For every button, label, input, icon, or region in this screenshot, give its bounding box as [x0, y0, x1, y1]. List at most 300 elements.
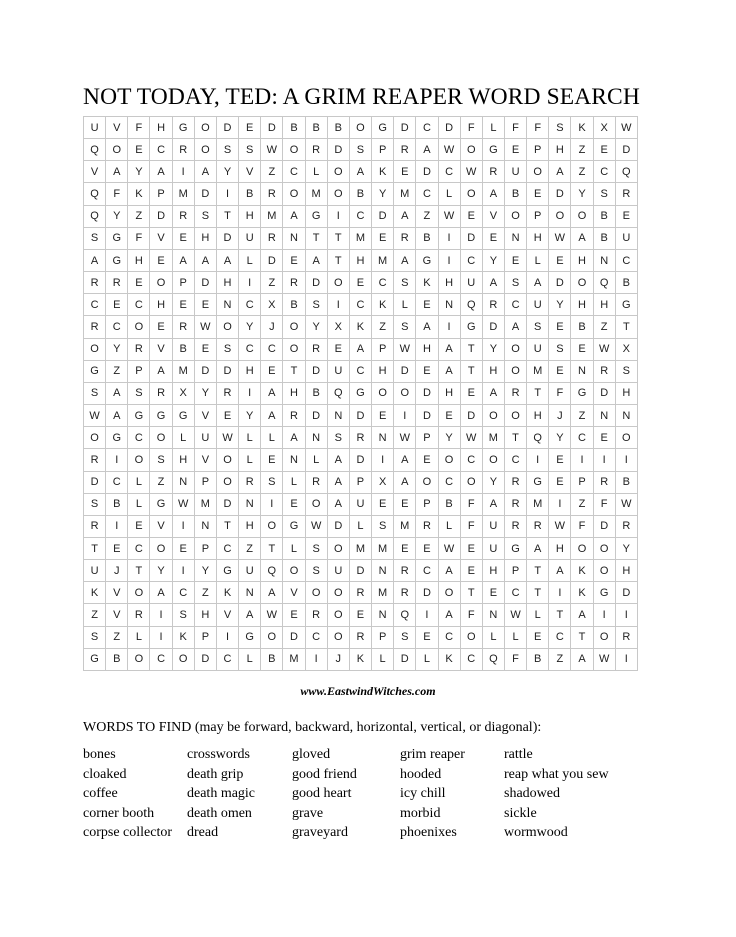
- grid-cell[interactable]: E: [349, 604, 371, 626]
- grid-cell[interactable]: R: [349, 582, 371, 604]
- grid-cell[interactable]: T: [527, 560, 549, 582]
- grid-cell[interactable]: R: [216, 382, 238, 404]
- grid-cell[interactable]: D: [349, 449, 371, 471]
- grid-cell[interactable]: R: [482, 161, 504, 183]
- grid-cell[interactable]: Y: [239, 405, 261, 427]
- grid-cell[interactable]: Q: [327, 382, 349, 404]
- grid-cell[interactable]: H: [194, 227, 216, 249]
- grid-cell[interactable]: R: [150, 382, 172, 404]
- grid-cell[interactable]: W: [261, 604, 283, 626]
- grid-cell[interactable]: O: [150, 537, 172, 559]
- grid-cell[interactable]: O: [327, 537, 349, 559]
- grid-cell[interactable]: G: [527, 471, 549, 493]
- grid-cell[interactable]: O: [150, 427, 172, 449]
- grid-cell[interactable]: R: [416, 515, 438, 537]
- grid-cell[interactable]: D: [549, 183, 571, 205]
- grid-cell[interactable]: Y: [549, 294, 571, 316]
- grid-cell[interactable]: M: [172, 360, 194, 382]
- grid-cell[interactable]: B: [615, 272, 637, 294]
- grid-cell[interactable]: D: [416, 382, 438, 404]
- grid-cell[interactable]: T: [460, 338, 482, 360]
- grid-cell[interactable]: S: [394, 626, 416, 648]
- grid-cell[interactable]: T: [216, 515, 238, 537]
- grid-cell[interactable]: A: [216, 249, 238, 271]
- grid-cell[interactable]: O: [549, 205, 571, 227]
- grid-cell[interactable]: V: [106, 582, 128, 604]
- grid-cell[interactable]: O: [460, 139, 482, 161]
- grid-cell[interactable]: E: [150, 249, 172, 271]
- grid-cell[interactable]: W: [84, 405, 106, 427]
- grid-cell[interactable]: Y: [571, 183, 593, 205]
- grid-cell[interactable]: W: [593, 648, 615, 670]
- grid-cell[interactable]: H: [349, 249, 371, 271]
- grid-cell[interactable]: W: [305, 515, 327, 537]
- grid-cell[interactable]: U: [327, 560, 349, 582]
- grid-cell[interactable]: S: [84, 227, 106, 249]
- grid-cell[interactable]: R: [261, 183, 283, 205]
- grid-cell[interactable]: T: [571, 626, 593, 648]
- grid-cell[interactable]: Z: [593, 316, 615, 338]
- grid-cell[interactable]: P: [194, 626, 216, 648]
- grid-cell[interactable]: Z: [571, 161, 593, 183]
- grid-cell[interactable]: E: [416, 360, 438, 382]
- grid-cell[interactable]: P: [172, 272, 194, 294]
- grid-cell[interactable]: L: [239, 648, 261, 670]
- grid-cell[interactable]: C: [106, 471, 128, 493]
- grid-cell[interactable]: A: [394, 471, 416, 493]
- grid-cell[interactable]: R: [394, 227, 416, 249]
- grid-cell[interactable]: E: [615, 205, 637, 227]
- grid-cell[interactable]: P: [372, 626, 394, 648]
- grid-cell[interactable]: I: [216, 626, 238, 648]
- grid-cell[interactable]: U: [84, 117, 106, 139]
- grid-cell[interactable]: M: [482, 427, 504, 449]
- grid-cell[interactable]: I: [172, 161, 194, 183]
- grid-cell[interactable]: E: [482, 227, 504, 249]
- grid-cell[interactable]: H: [549, 537, 571, 559]
- grid-cell[interactable]: E: [460, 205, 482, 227]
- grid-cell[interactable]: E: [438, 405, 460, 427]
- grid-cell[interactable]: P: [372, 139, 394, 161]
- grid-cell[interactable]: N: [283, 227, 305, 249]
- grid-cell[interactable]: Z: [106, 626, 128, 648]
- grid-cell[interactable]: D: [194, 648, 216, 670]
- grid-cell[interactable]: E: [549, 316, 571, 338]
- grid-cell[interactable]: H: [482, 560, 504, 582]
- grid-cell[interactable]: I: [549, 582, 571, 604]
- grid-cell[interactable]: S: [84, 382, 106, 404]
- grid-cell[interactable]: K: [372, 294, 394, 316]
- grid-cell[interactable]: F: [527, 117, 549, 139]
- grid-cell[interactable]: E: [216, 405, 238, 427]
- grid-cell[interactable]: O: [283, 139, 305, 161]
- grid-cell[interactable]: P: [194, 471, 216, 493]
- grid-cell[interactable]: G: [482, 139, 504, 161]
- grid-cell[interactable]: O: [84, 338, 106, 360]
- grid-cell[interactable]: S: [150, 449, 172, 471]
- grid-cell[interactable]: S: [261, 471, 283, 493]
- grid-cell[interactable]: A: [438, 360, 460, 382]
- grid-cell[interactable]: D: [416, 405, 438, 427]
- grid-cell[interactable]: R: [106, 272, 128, 294]
- grid-cell[interactable]: Z: [571, 139, 593, 161]
- grid-cell[interactable]: Y: [305, 316, 327, 338]
- grid-cell[interactable]: D: [394, 117, 416, 139]
- grid-cell[interactable]: I: [239, 272, 261, 294]
- grid-cell[interactable]: P: [571, 471, 593, 493]
- grid-cell[interactable]: S: [372, 515, 394, 537]
- grid-cell[interactable]: A: [283, 205, 305, 227]
- grid-cell[interactable]: C: [106, 316, 128, 338]
- grid-cell[interactable]: C: [216, 537, 238, 559]
- grid-cell[interactable]: C: [84, 294, 106, 316]
- grid-cell[interactable]: U: [84, 560, 106, 582]
- grid-cell[interactable]: E: [194, 338, 216, 360]
- grid-cell[interactable]: V: [84, 161, 106, 183]
- grid-cell[interactable]: C: [128, 427, 150, 449]
- grid-cell[interactable]: E: [460, 560, 482, 582]
- grid-cell[interactable]: L: [305, 449, 327, 471]
- grid-cell[interactable]: E: [416, 294, 438, 316]
- grid-cell[interactable]: L: [416, 648, 438, 670]
- grid-cell[interactable]: I: [615, 648, 637, 670]
- grid-cell[interactable]: O: [593, 560, 615, 582]
- grid-cell[interactable]: A: [394, 449, 416, 471]
- grid-cell[interactable]: O: [283, 560, 305, 582]
- grid-cell[interactable]: C: [416, 560, 438, 582]
- grid-cell[interactable]: E: [283, 249, 305, 271]
- grid-cell[interactable]: R: [615, 626, 637, 648]
- grid-cell[interactable]: I: [106, 449, 128, 471]
- grid-cell[interactable]: N: [482, 604, 504, 626]
- grid-cell[interactable]: Q: [593, 272, 615, 294]
- grid-cell[interactable]: R: [172, 316, 194, 338]
- grid-cell[interactable]: V: [150, 227, 172, 249]
- grid-cell[interactable]: F: [460, 117, 482, 139]
- grid-cell[interactable]: R: [84, 272, 106, 294]
- grid-cell[interactable]: E: [128, 139, 150, 161]
- grid-cell[interactable]: E: [106, 537, 128, 559]
- grid-cell[interactable]: G: [172, 117, 194, 139]
- grid-cell[interactable]: O: [194, 117, 216, 139]
- grid-cell[interactable]: M: [349, 537, 371, 559]
- grid-cell[interactable]: D: [593, 515, 615, 537]
- grid-cell[interactable]: Z: [106, 360, 128, 382]
- grid-cell[interactable]: R: [128, 338, 150, 360]
- grid-cell[interactable]: F: [128, 227, 150, 249]
- grid-cell[interactable]: A: [194, 161, 216, 183]
- grid-cell[interactable]: A: [150, 582, 172, 604]
- grid-cell[interactable]: Z: [150, 471, 172, 493]
- grid-cell[interactable]: O: [438, 582, 460, 604]
- grid-cell[interactable]: T: [216, 205, 238, 227]
- grid-cell[interactable]: G: [305, 205, 327, 227]
- grid-cell[interactable]: C: [283, 161, 305, 183]
- grid-cell[interactable]: B: [283, 117, 305, 139]
- grid-cell[interactable]: N: [504, 227, 526, 249]
- grid-cell[interactable]: B: [106, 493, 128, 515]
- grid-cell[interactable]: S: [216, 139, 238, 161]
- grid-cell[interactable]: H: [527, 405, 549, 427]
- grid-cell[interactable]: B: [349, 183, 371, 205]
- grid-cell[interactable]: L: [372, 648, 394, 670]
- grid-cell[interactable]: W: [504, 604, 526, 626]
- grid-cell[interactable]: Z: [549, 648, 571, 670]
- grid-cell[interactable]: P: [194, 537, 216, 559]
- grid-cell[interactable]: G: [150, 405, 172, 427]
- grid-cell[interactable]: O: [128, 648, 150, 670]
- grid-cell[interactable]: Y: [438, 427, 460, 449]
- grid-cell[interactable]: D: [460, 405, 482, 427]
- grid-cell[interactable]: S: [327, 427, 349, 449]
- grid-cell[interactable]: R: [283, 405, 305, 427]
- grid-cell[interactable]: C: [305, 626, 327, 648]
- grid-cell[interactable]: C: [216, 648, 238, 670]
- grid-cell[interactable]: A: [482, 382, 504, 404]
- grid-cell[interactable]: B: [106, 648, 128, 670]
- grid-cell[interactable]: O: [327, 582, 349, 604]
- grid-cell[interactable]: A: [106, 382, 128, 404]
- grid-cell[interactable]: K: [216, 582, 238, 604]
- grid-cell[interactable]: D: [615, 582, 637, 604]
- grid-cell[interactable]: R: [504, 382, 526, 404]
- grid-cell[interactable]: B: [504, 183, 526, 205]
- grid-cell[interactable]: E: [549, 360, 571, 382]
- grid-cell[interactable]: Z: [261, 161, 283, 183]
- grid-cell[interactable]: U: [349, 493, 371, 515]
- grid-cell[interactable]: C: [460, 449, 482, 471]
- grid-cell[interactable]: I: [615, 604, 637, 626]
- grid-cell[interactable]: G: [172, 405, 194, 427]
- grid-cell[interactable]: N: [372, 560, 394, 582]
- grid-cell[interactable]: X: [593, 117, 615, 139]
- grid-cell[interactable]: N: [615, 405, 637, 427]
- grid-cell[interactable]: E: [394, 493, 416, 515]
- grid-cell[interactable]: O: [504, 405, 526, 427]
- grid-cell[interactable]: F: [549, 382, 571, 404]
- grid-cell[interactable]: N: [194, 515, 216, 537]
- grid-cell[interactable]: B: [571, 316, 593, 338]
- grid-cell[interactable]: E: [327, 338, 349, 360]
- grid-cell[interactable]: E: [128, 272, 150, 294]
- grid-cell[interactable]: O: [349, 117, 371, 139]
- grid-cell[interactable]: I: [416, 604, 438, 626]
- grid-cell[interactable]: A: [327, 449, 349, 471]
- grid-cell[interactable]: H: [593, 294, 615, 316]
- grid-cell[interactable]: D: [349, 560, 371, 582]
- grid-cell[interactable]: U: [460, 272, 482, 294]
- grid-cell[interactable]: C: [460, 648, 482, 670]
- grid-cell[interactable]: L: [239, 249, 261, 271]
- grid-cell[interactable]: E: [460, 382, 482, 404]
- grid-cell[interactable]: G: [84, 360, 106, 382]
- grid-cell[interactable]: O: [106, 139, 128, 161]
- grid-cell[interactable]: R: [84, 316, 106, 338]
- grid-cell[interactable]: D: [438, 117, 460, 139]
- grid-cell[interactable]: Q: [84, 139, 106, 161]
- grid-cell[interactable]: A: [106, 161, 128, 183]
- grid-cell[interactable]: O: [571, 272, 593, 294]
- grid-cell[interactable]: N: [239, 493, 261, 515]
- grid-cell[interactable]: B: [327, 117, 349, 139]
- grid-cell[interactable]: D: [372, 205, 394, 227]
- grid-cell[interactable]: C: [571, 427, 593, 449]
- grid-cell[interactable]: A: [349, 161, 371, 183]
- grid-cell[interactable]: O: [216, 449, 238, 471]
- grid-cell[interactable]: C: [504, 582, 526, 604]
- grid-cell[interactable]: I: [106, 515, 128, 537]
- grid-cell[interactable]: C: [438, 626, 460, 648]
- grid-cell[interactable]: H: [172, 449, 194, 471]
- grid-cell[interactable]: A: [438, 604, 460, 626]
- grid-cell[interactable]: D: [349, 405, 371, 427]
- grid-cell[interactable]: A: [571, 604, 593, 626]
- grid-cell[interactable]: N: [327, 405, 349, 427]
- grid-cell[interactable]: T: [305, 227, 327, 249]
- grid-cell[interactable]: P: [128, 360, 150, 382]
- grid-cell[interactable]: M: [172, 183, 194, 205]
- grid-cell[interactable]: O: [527, 161, 549, 183]
- grid-cell[interactable]: T: [460, 582, 482, 604]
- grid-cell[interactable]: L: [394, 294, 416, 316]
- grid-cell[interactable]: B: [172, 338, 194, 360]
- grid-cell[interactable]: B: [416, 227, 438, 249]
- grid-cell[interactable]: O: [305, 493, 327, 515]
- grid-cell[interactable]: S: [504, 272, 526, 294]
- grid-cell[interactable]: N: [571, 360, 593, 382]
- grid-cell[interactable]: O: [128, 449, 150, 471]
- grid-cell[interactable]: A: [482, 183, 504, 205]
- grid-cell[interactable]: V: [194, 449, 216, 471]
- grid-cell[interactable]: U: [327, 360, 349, 382]
- grid-cell[interactable]: B: [283, 294, 305, 316]
- grid-cell[interactable]: E: [593, 139, 615, 161]
- grid-cell[interactable]: S: [593, 183, 615, 205]
- grid-cell[interactable]: R: [172, 205, 194, 227]
- grid-cell[interactable]: E: [150, 316, 172, 338]
- grid-cell[interactable]: Z: [372, 316, 394, 338]
- grid-cell[interactable]: C: [261, 338, 283, 360]
- grid-cell[interactable]: G: [128, 405, 150, 427]
- grid-cell[interactable]: H: [239, 205, 261, 227]
- grid-cell[interactable]: H: [239, 360, 261, 382]
- grid-cell[interactable]: E: [394, 537, 416, 559]
- grid-cell[interactable]: E: [549, 471, 571, 493]
- grid-cell[interactable]: K: [349, 316, 371, 338]
- grid-cell[interactable]: O: [327, 183, 349, 205]
- grid-cell[interactable]: R: [504, 515, 526, 537]
- grid-cell[interactable]: H: [527, 227, 549, 249]
- grid-cell[interactable]: O: [460, 183, 482, 205]
- grid-cell[interactable]: O: [571, 537, 593, 559]
- grid-cell[interactable]: N: [216, 294, 238, 316]
- grid-cell[interactable]: Y: [150, 560, 172, 582]
- grid-cell[interactable]: A: [394, 249, 416, 271]
- grid-cell[interactable]: L: [239, 427, 261, 449]
- grid-cell[interactable]: R: [283, 272, 305, 294]
- grid-cell[interactable]: U: [615, 227, 637, 249]
- grid-cell[interactable]: H: [571, 249, 593, 271]
- grid-cell[interactable]: E: [527, 626, 549, 648]
- grid-cell[interactable]: D: [305, 360, 327, 382]
- grid-cell[interactable]: S: [549, 338, 571, 360]
- grid-cell[interactable]: C: [504, 294, 526, 316]
- grid-cell[interactable]: Y: [549, 427, 571, 449]
- grid-cell[interactable]: C: [549, 626, 571, 648]
- grid-cell[interactable]: O: [283, 183, 305, 205]
- grid-cell[interactable]: H: [194, 604, 216, 626]
- grid-cell[interactable]: D: [482, 316, 504, 338]
- grid-cell[interactable]: I: [438, 227, 460, 249]
- grid-cell[interactable]: A: [438, 338, 460, 360]
- grid-cell[interactable]: B: [239, 183, 261, 205]
- grid-cell[interactable]: G: [416, 249, 438, 271]
- grid-cell[interactable]: A: [194, 249, 216, 271]
- grid-cell[interactable]: D: [305, 272, 327, 294]
- grid-cell[interactable]: F: [128, 117, 150, 139]
- grid-cell[interactable]: C: [460, 249, 482, 271]
- grid-cell[interactable]: P: [527, 205, 549, 227]
- grid-cell[interactable]: C: [416, 117, 438, 139]
- grid-cell[interactable]: U: [194, 427, 216, 449]
- grid-cell[interactable]: D: [394, 360, 416, 382]
- grid-cell[interactable]: Y: [239, 316, 261, 338]
- grid-cell[interactable]: C: [172, 582, 194, 604]
- grid-cell[interactable]: E: [416, 449, 438, 471]
- grid-cell[interactable]: K: [372, 161, 394, 183]
- grid-cell[interactable]: A: [261, 382, 283, 404]
- grid-cell[interactable]: T: [527, 382, 549, 404]
- grid-cell[interactable]: L: [349, 515, 371, 537]
- grid-cell[interactable]: A: [327, 471, 349, 493]
- grid-cell[interactable]: C: [438, 161, 460, 183]
- grid-cell[interactable]: E: [504, 139, 526, 161]
- grid-cell[interactable]: F: [593, 493, 615, 515]
- grid-cell[interactable]: B: [593, 205, 615, 227]
- grid-cell[interactable]: N: [438, 294, 460, 316]
- grid-cell[interactable]: Z: [571, 405, 593, 427]
- grid-cell[interactable]: I: [438, 249, 460, 271]
- grid-cell[interactable]: A: [239, 604, 261, 626]
- grid-cell[interactable]: U: [482, 537, 504, 559]
- grid-cell[interactable]: E: [106, 294, 128, 316]
- grid-cell[interactable]: N: [372, 427, 394, 449]
- grid-cell[interactable]: D: [150, 205, 172, 227]
- grid-cell[interactable]: A: [438, 560, 460, 582]
- grid-cell[interactable]: C: [239, 338, 261, 360]
- grid-cell[interactable]: Y: [482, 471, 504, 493]
- grid-cell[interactable]: V: [194, 405, 216, 427]
- grid-cell[interactable]: T: [549, 604, 571, 626]
- grid-cell[interactable]: I: [239, 382, 261, 404]
- grid-cell[interactable]: E: [416, 626, 438, 648]
- grid-cell[interactable]: O: [216, 316, 238, 338]
- grid-cell[interactable]: V: [482, 205, 504, 227]
- grid-cell[interactable]: O: [172, 648, 194, 670]
- grid-cell[interactable]: C: [150, 139, 172, 161]
- grid-cell[interactable]: D: [216, 117, 238, 139]
- grid-cell[interactable]: W: [460, 427, 482, 449]
- grid-cell[interactable]: Y: [128, 161, 150, 183]
- grid-cell[interactable]: H: [128, 249, 150, 271]
- grid-cell[interactable]: G: [150, 493, 172, 515]
- grid-cell[interactable]: L: [172, 427, 194, 449]
- grid-cell[interactable]: G: [106, 227, 128, 249]
- grid-cell[interactable]: Q: [615, 161, 637, 183]
- grid-cell[interactable]: D: [327, 139, 349, 161]
- grid-cell[interactable]: D: [216, 360, 238, 382]
- grid-cell[interactable]: O: [283, 338, 305, 360]
